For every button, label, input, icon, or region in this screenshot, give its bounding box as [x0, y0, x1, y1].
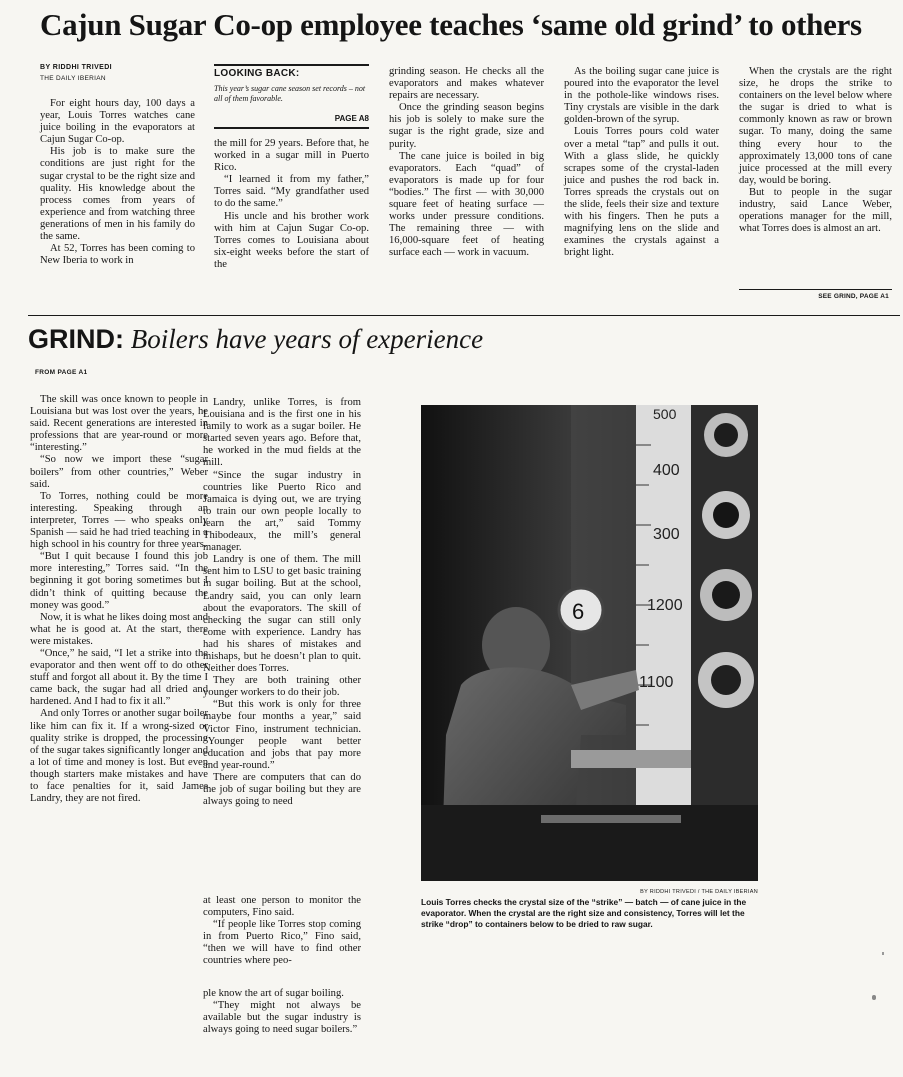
- photo-caption: Louis Torres checks the crystal size of the “strike” — batch — of cane juice in the evaporator. When the crystal are the right size and consistency, Torres will let the strike “drop” to containers below to be dried to raw sugar.: [421, 897, 747, 929]
- gauge-label: 1200: [647, 597, 683, 614]
- paragraph: at least one person to monitor the computers, Fino said.: [203, 895, 361, 919]
- looking-back-text: This year’s sugar cane season set records – not all of them favorable.: [214, 84, 366, 103]
- scan-speck: [882, 952, 884, 955]
- paragraph: the mill for 29 years. Before that, he worked in a sugar mill in Puerto Rico.: [214, 138, 369, 174]
- grind-keyword: GRIND:: [28, 324, 124, 354]
- gauge-label: 400: [653, 462, 680, 479]
- paragraph: When the crystals are the right size, he drops the strike to containers on the level below where the sugar is dried to what is commonly known as raw or brown sugar. To many, doing the same thing every hour to the approximately 13,000 tons of cane juice processed at the mill every day, would be boring.: [739, 66, 892, 186]
- paragraph: Landry, unlike Torres, is from Louisiana and is the first one in his family to work as a sugar boiler. He started seven years ago. Before that, he worked in the mud fields at the mill.: [203, 397, 361, 469]
- paragraph: Now, it is what he likes doing most and what he is good at. At the start, there were mistakes.: [30, 611, 208, 647]
- gauge-label: 1100: [639, 674, 674, 691]
- paragraph: They are both training other younger workers to do their job.: [203, 675, 361, 699]
- section-divider: [28, 315, 900, 316]
- box-top-rule: [214, 64, 369, 66]
- paragraph: As the boiling sugar cane juice is poured into the evaporator the level in the pothole-like windows rises. Tiny crystals are visible in the dark golden-brown of the syrup.: [564, 66, 719, 126]
- paragraph: His uncle and his brother work with him at Cajun Sugar Co-op. Torres comes to Louisiana about six-eight weeks before the start of the: [214, 210, 369, 270]
- paragraph: “They might not always be available but the sugar industry is always going to need sugar boilers.”: [203, 1000, 361, 1036]
- paragraph: Landry is one of them. The mill sent him to LSU to get basic training in sugar boiling. But at the school, Landry said, you can only learn about the evaporators. The skill of checking the sugar can still only come with experience. Landry has had his shares of mistakes and mishaps, but he doesn’t plan to quit. Neither does Torres.: [203, 554, 361, 675]
- paragraph: Louis Torres pours cold water over a metal “tap” and pulls it out. With a glass slide, he quickly scrapes some of the crystal-laden juice and pushes the rod back in. Torres spreads the crystals out on the slide, feels their size and texture with his fingers. Then he puts a magnifying lens on the slide and examines the crystals against a bright light.: [564, 126, 719, 259]
- paragraph: “So now we import these “sugar boilers” from other countries,” Weber said.: [30, 454, 208, 490]
- looking-back-page-ref: PAGE A8: [334, 114, 369, 123]
- scan-speck: [872, 995, 876, 1000]
- photo-credit: BY RIDDHI TRIVEDI / THE DAILY IBERIAN: [640, 889, 758, 895]
- from-page-line: FROM PAGE A1: [35, 369, 88, 376]
- paragraph: “If people like Torres stop coming in from Puerto Rico,” Fino said, “then we will have to find other countries where peo-: [203, 919, 361, 967]
- top-column-3: [389, 66, 544, 260]
- grind-headline: [28, 322, 728, 356]
- paragraph: His job is to make sure the conditions are just right for the sugar crystal to be the right size and quality. His knowledge about the process comes from years of experience and from watching three generations of men in his family do the same.: [40, 146, 195, 243]
- paragraph: “But this work is only for three maybe four months a year,” said Victor Fino, instrument technician. “Younger people want better education and jobs that pay more and year-round.”: [203, 699, 361, 771]
- gauge-label: 500: [653, 406, 677, 422]
- top-column-2: [214, 138, 369, 271]
- bottom-column-2-end: [203, 988, 361, 1036]
- paragraph: “Since the sugar industry in countries like Puerto Rico and Jamaica is dying out, we are trying to train our own people locally to learn the art,” said Tommy Thibodeaux, the mill’s general manager.: [203, 469, 361, 554]
- paragraph: The cane juice is boiled in big evaporators. Each “quad” of evaporators is made up for four “bodies.” The first — with 30,000 square feet of heating surface — works under pressure conditions. The remaining three — with 16,000-square feet of heating surface each — work in vacuum.: [389, 150, 544, 259]
- paragraph: And only Torres or another sugar boiler like him can fix it. If a wrong-sized or quality strike is dropped, the processing of the sugar takes significantly longer and a lot of time and money is lost. But even though starters make mistakes and have to face penalties for it, said James Landry, they are not fired.: [30, 708, 208, 805]
- byline-source: THE DAILY IBERIAN: [40, 75, 106, 82]
- gauge-label: 300: [653, 526, 680, 543]
- bottom-column-2-continued: [203, 895, 361, 968]
- dial-label: 6: [572, 599, 585, 624]
- top-column-4: [564, 66, 719, 260]
- paragraph: But to people in the sugar industry, said Lance Weber, operations manager for the mill, what Torres does is almost an art.: [739, 186, 892, 235]
- paragraph: “Once,” he said, “I let a strike into the evaporator and then went off to do other stuff and forgot all about it. By the time I came back, the sugar had all dried and hardened. And I had to fix it all.”: [30, 647, 208, 708]
- paragraph: There are computers that can do the job of sugar boiling but they are always going to need: [203, 771, 361, 808]
- paragraph: For eight hours day, 100 days a year, Louis Torres watches cane juice boiling in the evaporators at Cajun Sugar Co-op.: [40, 98, 195, 146]
- evaporator-photo: [421, 405, 758, 881]
- top-column-1: [40, 98, 195, 267]
- jump-line: SEE GRIND, PAGE A1: [818, 293, 889, 300]
- looking-back-title: LOOKING BACK:: [214, 68, 300, 79]
- paragraph: At 52, Torres has been coming to New Iberia to work in: [40, 243, 195, 267]
- paragraph: ple know the art of sugar boiling.: [203, 988, 344, 999]
- jump-rule: [739, 289, 892, 290]
- paragraph: “But I quit because I found this job more interesting,” Torres said. “In the beginning it got boring sometimes but I didn’t think of quitting because the money was good.”: [30, 551, 208, 611]
- top-column-5: [739, 66, 892, 235]
- bottom-column-2: [203, 397, 361, 808]
- grind-deck: Boilers have years of experience: [130, 324, 484, 354]
- headline: Cajun Sugar Co-op employee teaches ‘same old grind’ to others: [40, 7, 862, 42]
- box-bottom-rule: [214, 127, 369, 129]
- paragraph: To Torres, nothing could be more interesting. Speaking through an interpreter, Torres — who speaks only Spanish — said he had tried teaching in a high school in his country for three years.: [30, 490, 208, 551]
- photo-illustration: [421, 405, 758, 881]
- paragraph: “I learned it from my father,” Torres said. “My grandfather used to do the same.”: [214, 174, 369, 210]
- paragraph: The skill was once known to people in Louisiana but was lost over the years, he said. Recent generations are interested in professions that are year-round or more “interesting.”: [30, 394, 208, 454]
- byline-name: BY RIDDHI TRIVEDI: [40, 64, 113, 71]
- paragraph: grinding season. He checks all the evaporators and makes whatever repairs are necessary.: [389, 66, 544, 102]
- paragraph: Once the grinding season begins his job is solely to make sure the sugar is the right grade, size and purity.: [389, 102, 544, 150]
- bottom-column-1: [30, 394, 208, 805]
